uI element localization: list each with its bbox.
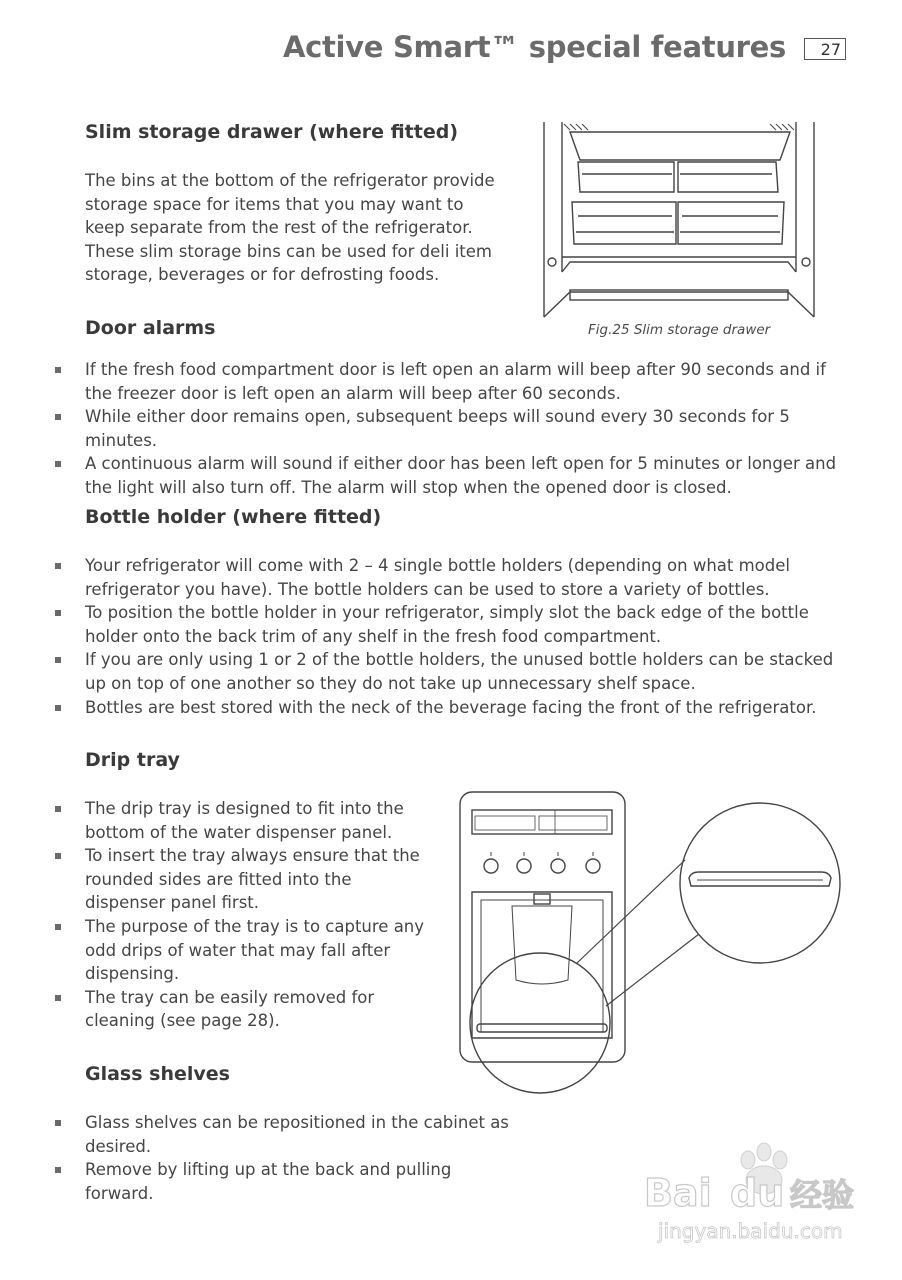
- glass-shelves-list: [54, 1111, 524, 1205]
- bottle-holder-list: [54, 554, 854, 719]
- list-item: To position the bottle holder in your refrigerator, simply slot the back edge of the bottle holder onto the back trim of any shelf in the fresh food compartment.: [54, 601, 854, 648]
- page-title: Active Smart™ special features: [282, 30, 786, 64]
- door-alarms-list: [54, 358, 854, 500]
- heading-bottle-holder: Bottle holder (where fitted): [85, 506, 382, 528]
- list-item: A continuous alarm will sound if either door has been left open for 5 minutes or longer and the light will also turn off. The alarm will stop when the opened door is closed.: [54, 452, 854, 499]
- slim-storage-text: The bins at the bottom of the refrigerator provide storage space for items that you may want to keep separate from the rest of the refrigerator. These slim storage bins can be used for deli item storage, beverages or for defrosting foods.: [85, 171, 495, 285]
- list-item: While either door remains open, subsequent beeps will sound every 30 seconds for 5 minutes.: [54, 405, 854, 452]
- list-item: To insert the tray always ensure that the rounded sides are fitted into the dispenser panel first.: [54, 844, 434, 915]
- baidu-watermark-logo: [640, 1140, 880, 1250]
- heading-drip-tray: Drip tray: [85, 749, 180, 771]
- svg-text:jingyan.baidu.com: jingyan.baidu.com: [658, 1219, 843, 1243]
- svg-text:经验: 经验: [790, 1176, 855, 1214]
- list-item: The drip tray is designed to fit into the bottom of the water dispenser panel.: [54, 797, 434, 844]
- figure-caption: Fig.25 Slim storage drawer: [588, 322, 771, 338]
- heading-door-alarms: Door alarms: [85, 317, 216, 339]
- slim-storage-drawer-illustration: [540, 122, 820, 322]
- heading-slim-storage: Slim storage drawer (where fitted): [85, 121, 459, 143]
- list-item: The purpose of the tray is to capture any odd drips of water that may fall after dispensing.: [54, 915, 434, 986]
- svg-text:Bai: Bai: [644, 1171, 712, 1215]
- list-item: If the fresh food compartment door is left open an alarm will beep after 90 seconds and if the freezer door is left open an alarm will beep after 60 seconds.: [54, 358, 854, 405]
- page-number: 27: [804, 38, 846, 60]
- water-dispenser-illustration: [455, 788, 845, 1108]
- svg-text:du: du: [730, 1171, 785, 1215]
- list-item: If you are only using 1 or 2 of the bottle holders, the unused bottle holders can be stacked up on top of one another so they do not take up unnecessary shelf space.: [54, 648, 854, 695]
- list-item: The tray can be easily removed for cleaning (see page 28).: [54, 986, 434, 1033]
- drip-tray-list: [54, 797, 434, 1033]
- heading-glass-shelves: Glass shelves: [85, 1063, 230, 1085]
- list-item: Bottles are best stored with the neck of the beverage facing the front of the refrigerator.: [54, 696, 854, 720]
- list-item: Remove by lifting up at the back and pulling forward.: [54, 1158, 524, 1205]
- list-item: Your refrigerator will come with 2 – 4 single bottle holders (depending on what model refrigerator you have). The bottle holders can be used to store a variety of bottles.: [54, 554, 854, 601]
- list-item: Glass shelves can be repositioned in the cabinet as desired.: [54, 1111, 524, 1158]
